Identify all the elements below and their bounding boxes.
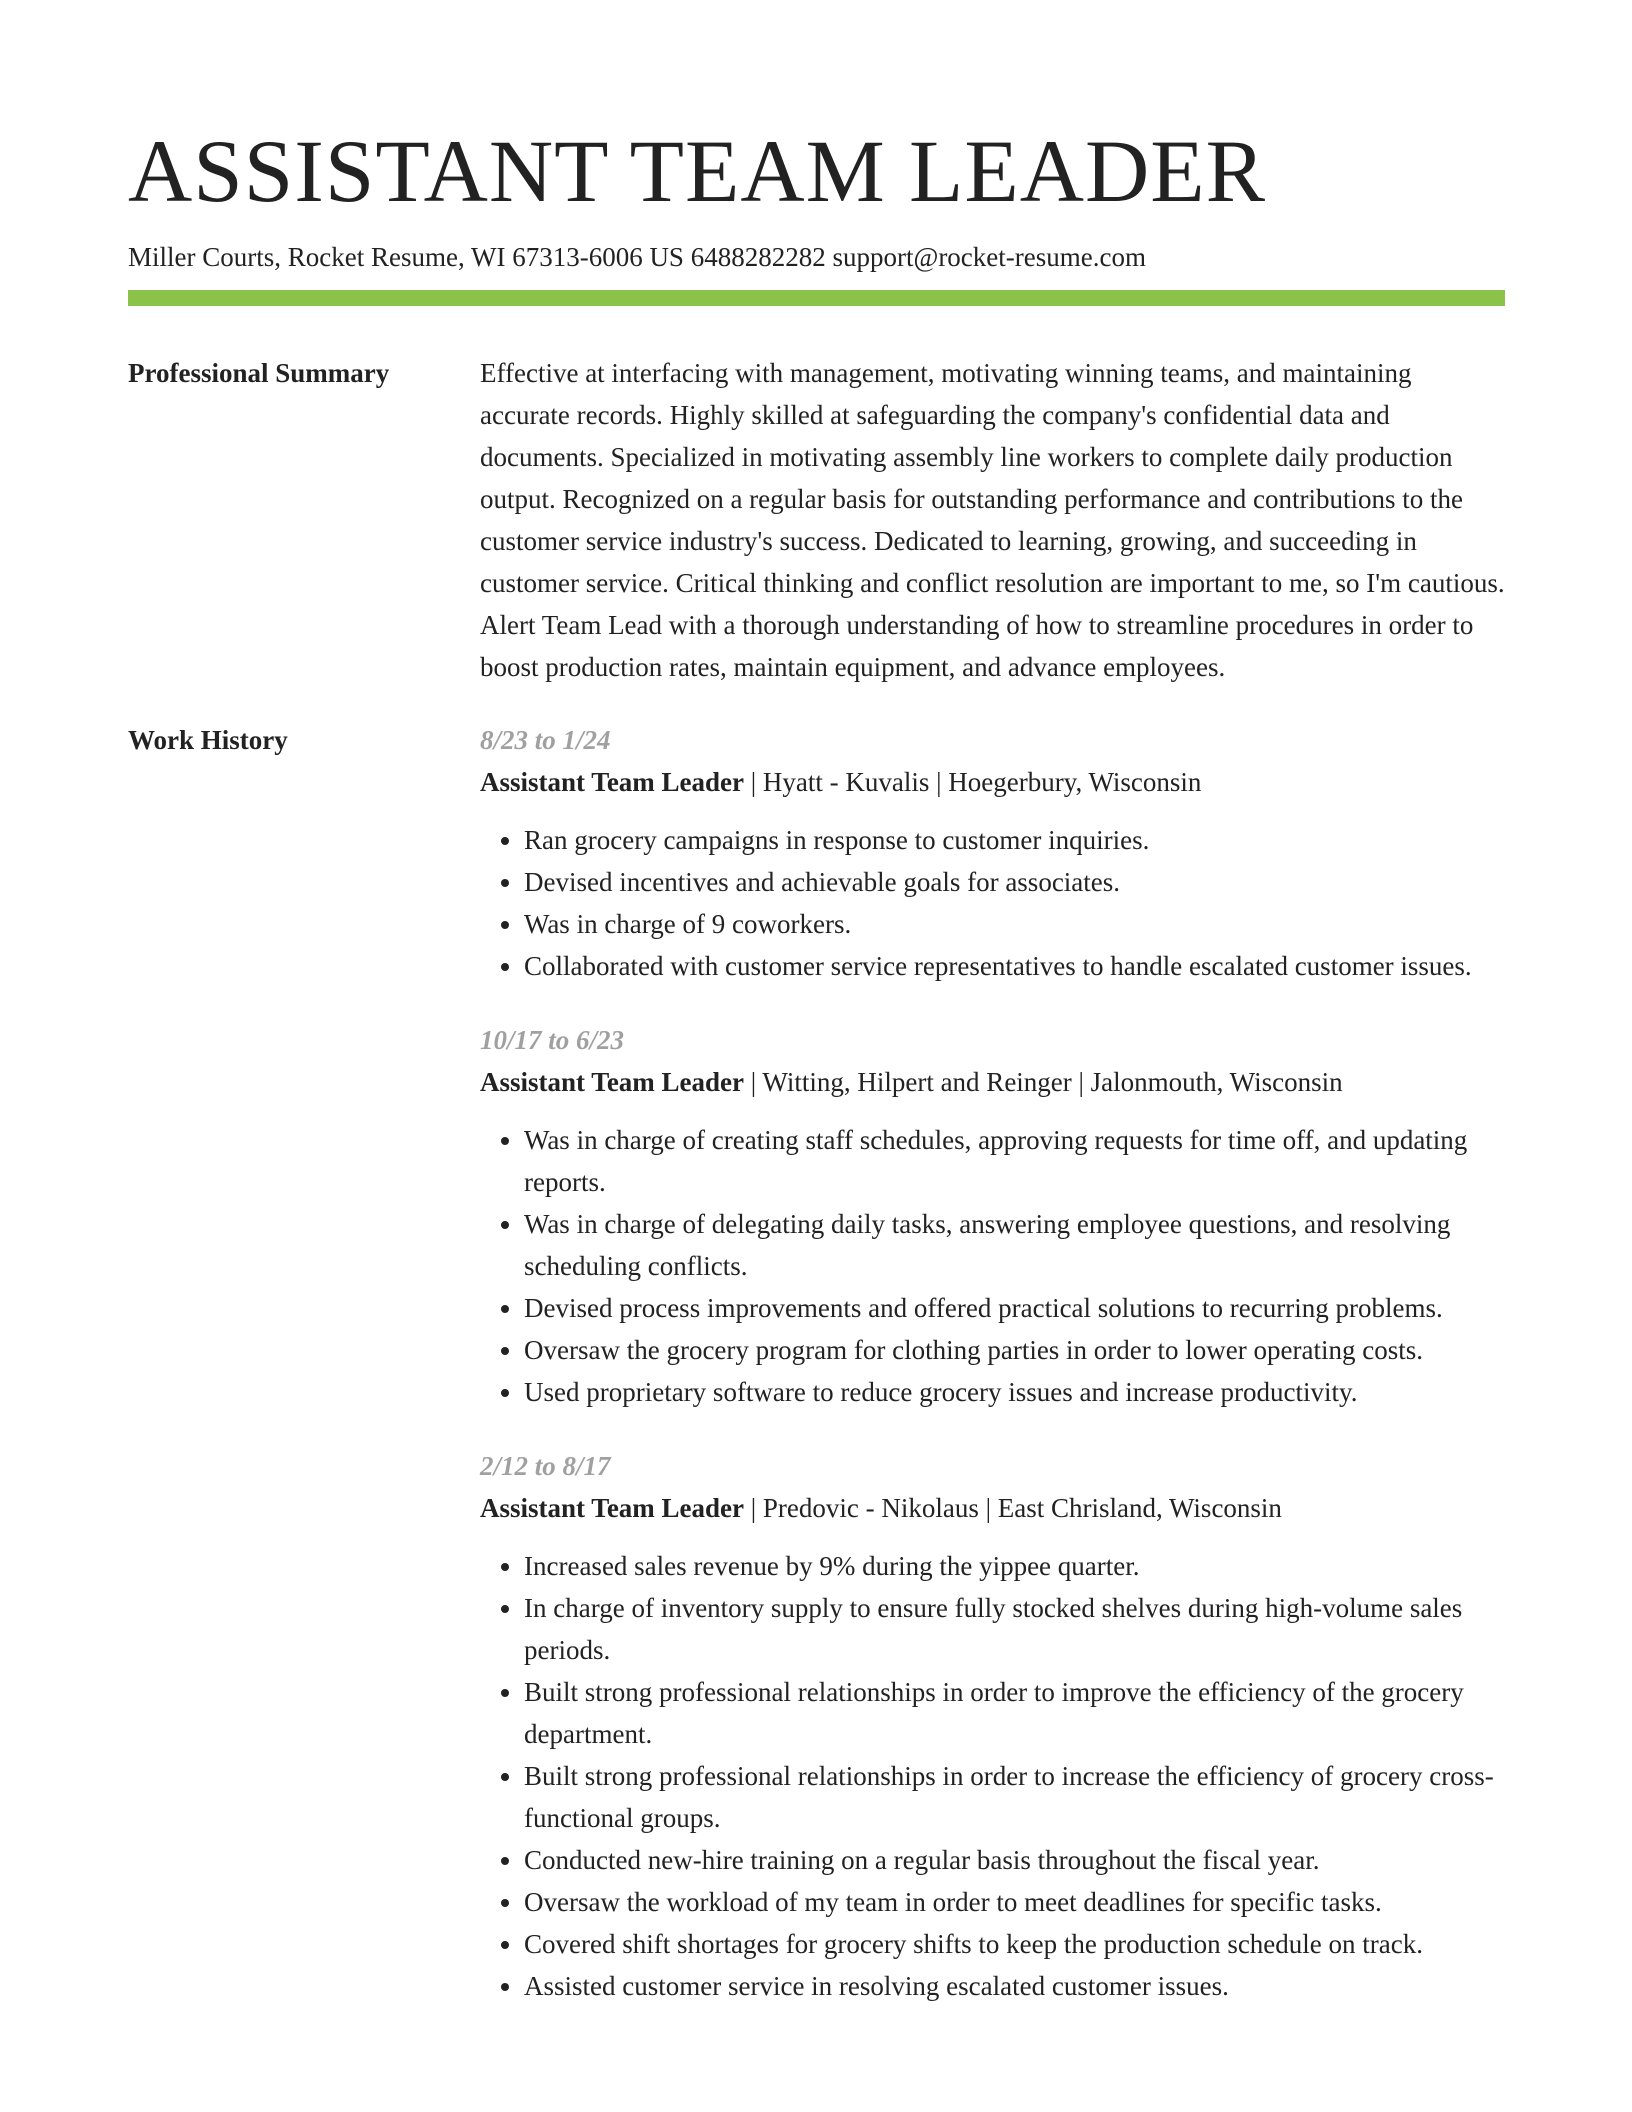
job-bullet: • Conducted new-hire training on a regular basis throughout the fiscal year. (524, 1839, 1505, 1881)
work-history-body (480, 719, 1505, 2039)
job-bullet: • Was in charge of creating staff schedules, approving requests for time off, and updating reports. (524, 1119, 1505, 1203)
contact-line: Miller Courts, Rocket Resume, WI 67313-6006 US 6488282282 support@rocket-resume.com (128, 242, 1146, 272)
job-title: Assistant Team Leader (480, 767, 745, 797)
job-entry (480, 719, 1505, 987)
job-bullet: • Used proprietary software to reduce grocery issues and increase productivity. (524, 1371, 1505, 1413)
work-history-heading: Work History (128, 725, 288, 755)
job-details: | Hyatt - Kuvalis | Hoegerbury, Wisconsin (744, 767, 1202, 797)
job-dates: 8/23 to 1/24 (480, 725, 611, 755)
job-bullet: • Devised incentives and achievable goals for associates. (524, 861, 1505, 903)
job-dates: 10/17 to 6/23 (480, 1025, 625, 1055)
job-heading (480, 761, 1505, 803)
job-details: | Witting, Hilpert and Reinger | Jalonmouth, Wisconsin (744, 1067, 1343, 1097)
resume-page (128, 0, 1505, 2039)
job-details: | Predovic - Nikolaus | East Chrisland, Wisconsin (744, 1493, 1282, 1523)
summary-section (128, 352, 1505, 688)
resume-name: ASSISTANT TEAM LEADER (128, 123, 1266, 221)
job-entry (480, 1445, 1505, 2007)
job-bullets (480, 819, 1505, 987)
job-bullet: • Built strong professional relationships in order to improve the efficiency of the grocery department. (524, 1671, 1505, 1755)
job-bullet: • Devised process improvements and offered practical solutions to recurring problems. (524, 1287, 1505, 1329)
accent-divider (128, 290, 1505, 306)
job-bullet: • Increased sales revenue by 9% during the yippee quarter. (524, 1545, 1505, 1587)
job-title: Assistant Team Leader (480, 1067, 745, 1097)
job-heading (480, 1487, 1505, 1529)
summary-body (480, 352, 1505, 688)
job-title: Assistant Team Leader (480, 1493, 745, 1523)
work-history-section (128, 719, 1505, 2039)
job-bullet: • Was in charge of delegating daily tasks, answering employee questions, and resolving scheduling conflicts. (524, 1203, 1505, 1287)
job-heading (480, 1061, 1505, 1103)
job-bullet: • Covered shift shortages for grocery shifts to keep the production schedule on track. (524, 1923, 1505, 1965)
job-bullet: • Assisted customer service in resolving escalated customer issues. (524, 1965, 1505, 2007)
job-entry (480, 1019, 1505, 1413)
job-bullet: • Ran grocery campaigns in response to customer inquiries. (524, 819, 1505, 861)
job-dates: 2/12 to 8/17 (480, 1451, 611, 1481)
summary-heading: Professional Summary (128, 358, 390, 388)
job-bullet: • Oversaw the workload of my team in order to meet deadlines for specific tasks. (524, 1881, 1505, 1923)
job-bullet: • Collaborated with customer service representatives to handle escalated customer issues. (524, 945, 1505, 987)
summary-text: Effective at interfacing with management, motivating winning teams, and maintaining accurate records. Highly skilled at safeguarding the company's confidential data and documents. Specialized in motivating assembly line workers to complete daily production output. Recognized on a regular basis for outstanding performance and contributions to the customer service industry's success. Dedicated to learning, growing, and succeeding in customer service. Critical thinking and conflict resolution are important to me, so I'm cautious. Alert Team Lead with a thorough understanding of how to streamline procedures in order to boost production rates, maintain equipment, and advance employees. (480, 358, 1505, 682)
job-bullet: • Built strong professional relationships in order to increase the efficiency of grocery cross-functional groups. (524, 1755, 1505, 1839)
job-bullets (480, 1545, 1505, 2007)
job-bullet: • Oversaw the grocery program for clothing parties in order to lower operating costs. (524, 1329, 1505, 1371)
job-bullet: • In charge of inventory supply to ensure fully stocked shelves during high-volume sales periods. (524, 1587, 1505, 1671)
job-bullets (480, 1119, 1505, 1413)
job-bullet: • Was in charge of 9 coworkers. (524, 903, 1505, 945)
